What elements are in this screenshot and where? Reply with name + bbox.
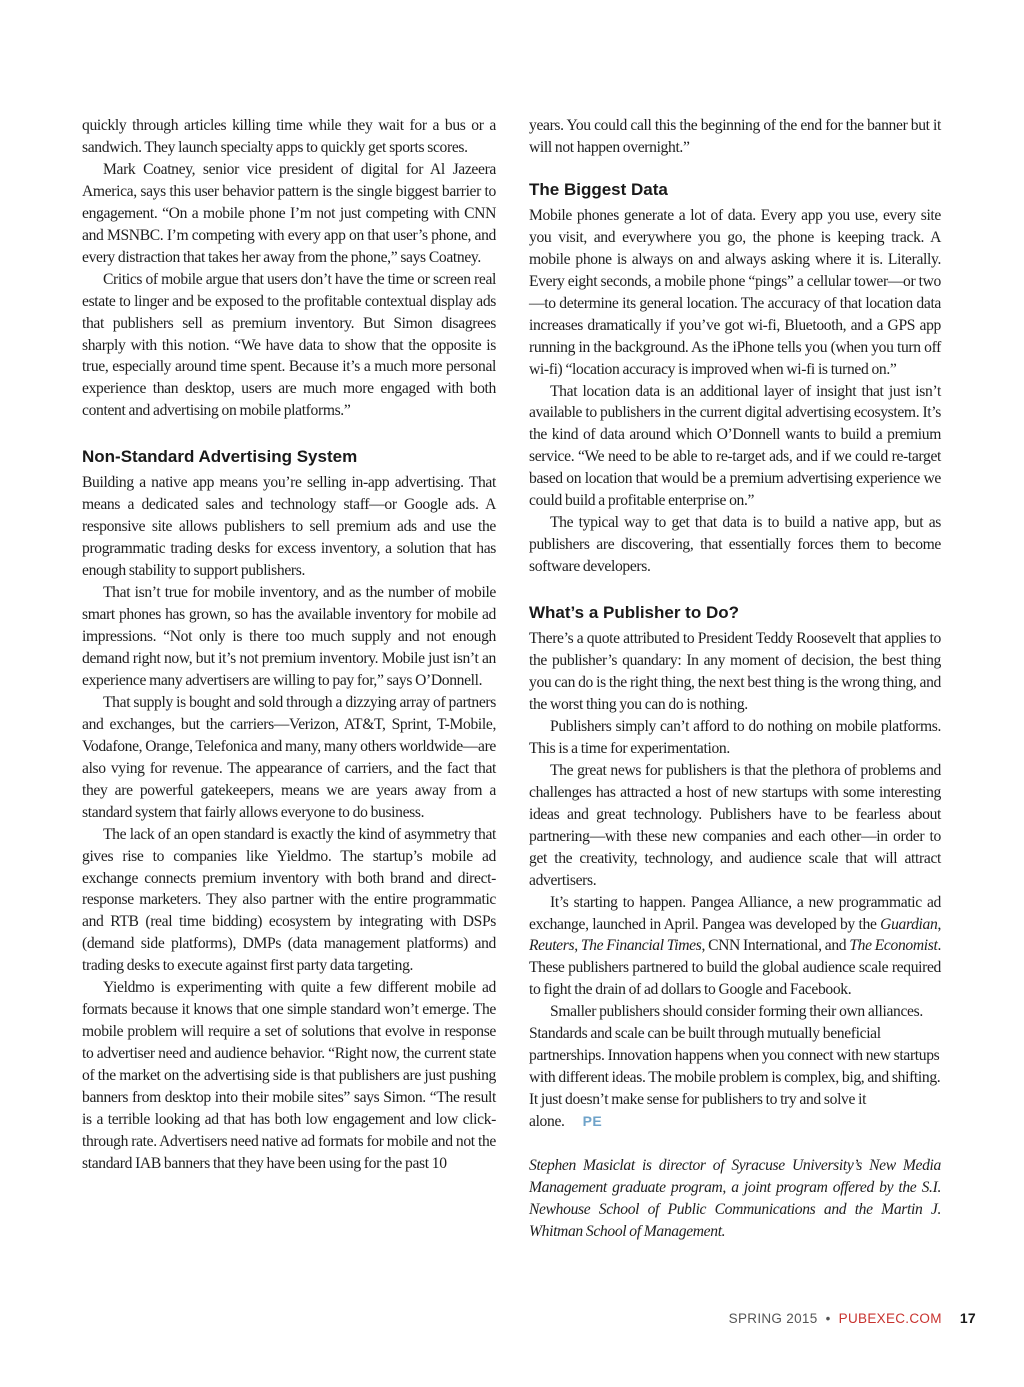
body-paragraph: Yieldmo is experimenting with quite a few different mobile ad formats because it knows that one simple standard won’t emerge. The mobile problem will require a set of solutions that evolve in response to advertiser need and audience behavior. “Right now, the current state of the market on the advertising side is that publishers are just pushing banners from desktop into their mobile sites” says Simon. “The result is a terrible looking ad that has both low engagement and low click-through rate. Advertisers need native ad formats for mobile and not the standard IAB banners that they have been using for the past 10 — [82, 979, 496, 1172]
body-paragraph: quickly through articles killing time while they wait for a bus or a sandwich. They launch specialty apps to quickly get sports scores. — [82, 117, 496, 156]
left-column — [82, 115, 496, 1175]
body-paragraph: The lack of an open standard is exactly the kind of asymmetry that gives rise to companies like Yieldmo. The startup’s mobile ad exchange connects premium inventory with both brand and direct-response marketers. They also partner with the entire programmatic and RTB (real time bidding) ecosystem by integrating with DSPs (demand side platforms), DMPs (data management platforms) and trading desks to execute against first party data targeting. — [82, 825, 496, 975]
page-footer — [729, 1310, 976, 1326]
page-number: 17 — [959, 1310, 976, 1326]
text-run: , — [937, 915, 941, 933]
body-paragraph: Critics of mobile argue that users don’t have the time or screen real estate to linger and be exposed to the profitable contextual display ads that publishers sell as premium inventory. But Simon disagrees sharply with this notion. “We have data to show that the opposite is true, especially around time spent. Because it’s a much more personal experience than desktop, users are much more engaged with both content and advertising on mobile platforms.” — [82, 270, 496, 420]
body-paragraph: That location data is an additional layer of insight that just isn’t available to publishers in the current digital advertising ecosystem. It’s the kind of data around which O’Donnell wants to build a premium service. “We need to be able to re-target ads, and if we could re-target based on location that would be a premium advertising experience we could build a profitable enterprise on.” — [529, 382, 941, 510]
right-column — [529, 115, 941, 1243]
section-heading: The Biggest Data — [529, 179, 668, 199]
text-run: Smaller publishers should consider forming their own alliances. Standards and scale can be built through mutually beneficial partnerships. Innovation happens when you connect with new startups with different ideas. The mobile problem is complex, big, and shifting. It just doesn’t make sense for publishers to try and solve it alone. — [529, 1003, 941, 1131]
section-heading: What’s a Publisher to Do? — [529, 603, 739, 623]
end-mark: PE — [582, 1113, 603, 1130]
body-paragraph: There’s a quote attributed to President Teddy Roosevelt that applies to the publisher’s quandary: In any moment of decision, the best thing you can do is the right thing, the next best thing is the wrong thing, and the worst thing you can do is nothing. — [529, 630, 941, 713]
section-heading: Non-Standard Advertising System — [82, 447, 358, 467]
author-bio: Stephen Masiclat is director of Syracuse University’s New Media Management graduate program, a joint program offered by the S.I. Newhouse School of Public Communications and the Martin J. Whitman School of Management. — [529, 1157, 941, 1240]
separator: • — [825, 1311, 831, 1326]
body-paragraph: Building a native app means you’re selling in-app advertising. That means a dedicated sales and technology staff—or Google ads. A responsive site allows publishers to sell premium ads and use the programmatic trading desks for excess inventory, a solution that has enough stability to support publishers. — [82, 474, 496, 580]
body-paragraph: Mark Coatney, senior vice president of digital for Al Jazeera America, says this user behavior pattern is the single biggest barrier to engagement. “On a mobile phone I’m not just competing with CNN and MSNBC. I’m competing with every app on that user’s phone, and every distraction that takes her away from the phone,” says Coatney. — [82, 160, 496, 266]
body-paragraph: Publishers simply can’t afford to do nothing on mobile platforms. This is a time for experimentation. — [529, 717, 941, 757]
body-paragraph: The typical way to get that data is to build a native app, but as publishers are discovering, that essentially forces them to become software developers. — [529, 514, 941, 576]
body-paragraph: That supply is bought and sold through a dizzying array of partners and exchanges, but the carriers—Verizon, AT&T, Sprint, T-Mobile, Vodafone, Orange, Telefonica and many, many others worldwide—are also vying for revenue. The appearance of carriers, and the fact that they are powerful gatekeepers, means we are years away from a standard system that fairly allows everyone to do business. — [82, 693, 496, 821]
site-link[interactable]: PUBEXEC.COM — [838, 1311, 942, 1326]
issue-label: SPRING 2015 — [728, 1311, 818, 1326]
text-run: , — [574, 937, 581, 955]
body-paragraph — [529, 1001, 941, 1133]
text-run: It’s starting to happen. Pangea Alliance, a new programmatic ad exchange, launched in April. Pangea was developed by the — [529, 893, 941, 933]
body-paragraph: years. You could call this the beginning of the end for the banner but it will not happen overnight.” — [529, 117, 941, 156]
body-paragraph — [529, 892, 941, 1002]
publication-name: Reuters — [529, 937, 575, 955]
text-run: . These publishers partnered to build the global audience scale required to fight the drain of ad dollars to Google and Facebook. — [529, 937, 941, 999]
body-paragraph: The great news for publishers is that the plethora of problems and challenges has attracted a host of new startups with some interesting ideas and great technology. Publishers have to be fearless about partnering—with these new companies and each other—in order to get the creativity, technology, and audience scale that will attract advertisers. — [529, 761, 941, 889]
text-run: , CNN International, and — [701, 937, 850, 955]
body-paragraph: Mobile phones generate a lot of data. Every app you use, every site you visit, and everywhere you go, the phone is keeping track. A mobile phone is always on and always asking where it is. Literally. Every eight seconds, a mobile phone “pings” a cellular tower—or two—to determine its general location. The accuracy of that location data increases dramatically if you’ve got wi-fi, Bluetooth, and a GPS app running in the background. As the iPhone tells you (when you turn off wi-fi) “location accuracy is improved when wi-fi is turned on.” — [529, 206, 941, 378]
publication-name: Guardian — [880, 915, 938, 933]
body-paragraph: That isn’t true for mobile inventory, and as the number of mobile smart phones has grown, so has the available inventory for mobile ad impressions. “Not only is there too much supply and not enough demand right now, but it’s not premium inventory. Mobile just isn’t an experience many advertisers are willing to pay for,” says O’Donnell. — [82, 584, 496, 689]
publication-name: The Financial Times — [580, 937, 702, 955]
publication-name: The Economist — [849, 937, 938, 955]
